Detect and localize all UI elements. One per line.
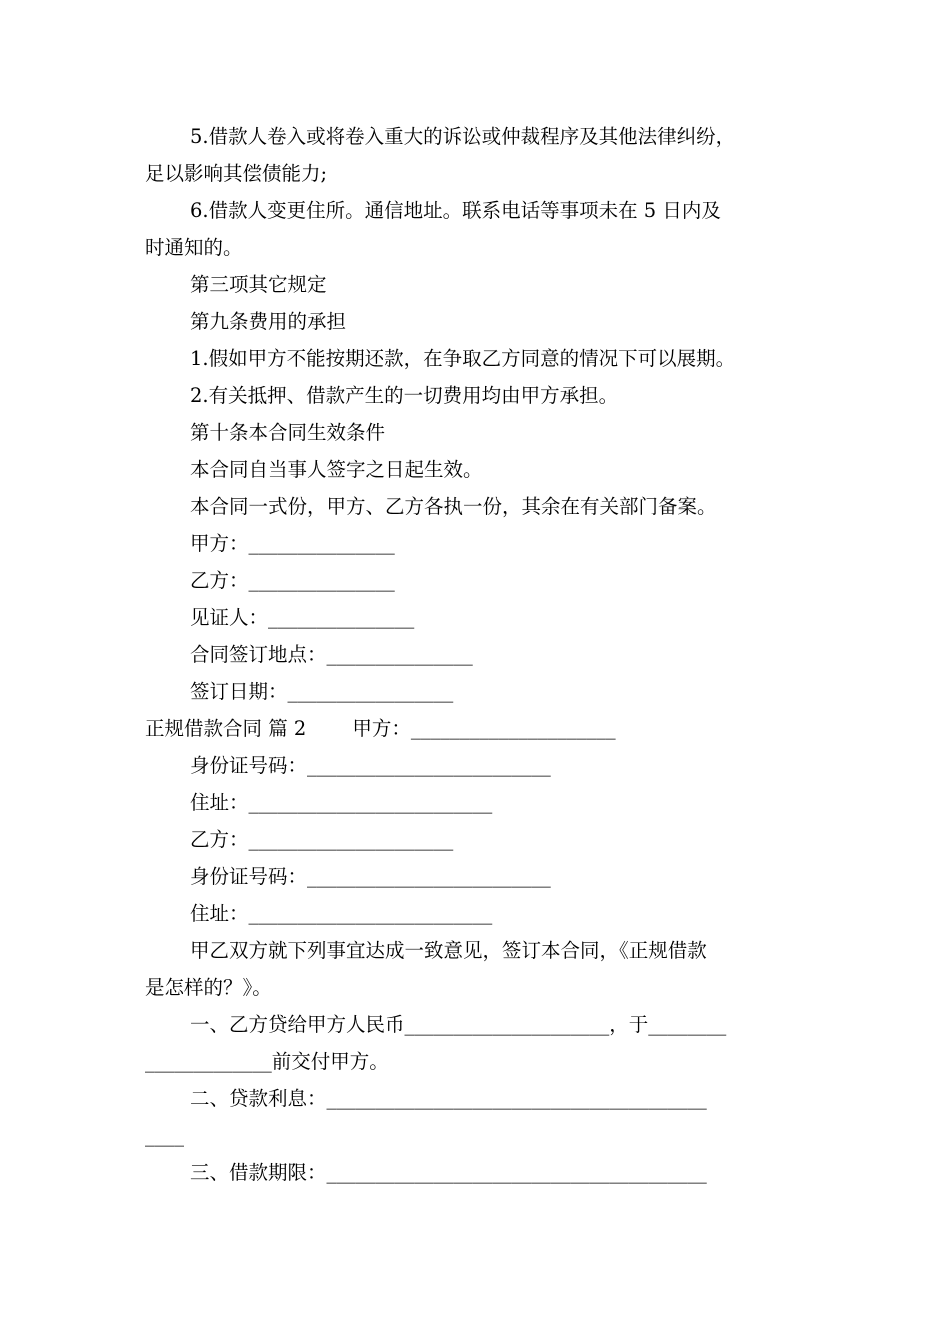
party-b-line: 乙方：_____________________ xyxy=(190,828,454,851)
effective-condition-text: 本合同自当事人签字之日起生效。 xyxy=(190,458,483,481)
copies-text: 本合同一式份，甲方、乙方各执一份，其余在有关部门备案。 xyxy=(190,495,717,518)
clause-6-line-2: 时通知的。 xyxy=(145,236,243,259)
signing-date-line: 签订日期：_________________ xyxy=(190,680,454,703)
contract-2-first-line xyxy=(145,710,810,747)
party-b-address-line: 住址：_________________________ xyxy=(190,902,493,925)
loan-interest-line-2: ____ xyxy=(145,1124,184,1147)
loan-amount-line-2: _____________前交付甲方。 xyxy=(145,1050,389,1073)
clause-5-line-2: 足以影响其偿债能力; xyxy=(145,162,328,185)
article-9-item-2: 2.有关抵押、借款产生的一切费用均由甲方承担。 xyxy=(190,384,619,407)
party-a-id-line: 身份证号码：_________________________ xyxy=(190,754,551,777)
clause-6-line-1: 6.借款人变更住所。通信地址。联系电话等事项未在 5 日内及 xyxy=(190,199,721,222)
loan-interest-line-1: 二、贷款利息：_______________________________________ xyxy=(190,1087,707,1110)
section-heading-other-provisions: 第三项其它规定 xyxy=(190,273,327,296)
party-b-signature-line: 乙方：_______________ xyxy=(190,569,395,592)
loan-amount-line-1: 一、乙方贷给甲方人民币_____________________，于________ xyxy=(190,1013,727,1036)
article-10-heading: 第十条本合同生效条件 xyxy=(190,421,386,444)
clause-5-line-1: 5.借款人卷入或将卷入重大的诉讼或仲裁程序及其他法律纠纷， xyxy=(190,125,736,148)
document-body xyxy=(145,118,810,1191)
witness-signature-line: 见证人：_______________ xyxy=(190,606,415,629)
party-b-id-line: 身份证号码：_________________________ xyxy=(190,865,551,888)
article-9-heading: 第九条费用的承担 xyxy=(190,310,347,333)
contract-2-party-a-line: 甲方：_____________________ xyxy=(352,717,616,740)
agreement-intro-line-2: 是怎样的？》。 xyxy=(145,976,272,999)
loan-term-line: 三、借款期限：_______________________________________ xyxy=(190,1161,707,1184)
signing-place-line: 合同签订地点：_______________ xyxy=(190,643,473,666)
contract-2-title: 正规借款合同 篇 2 xyxy=(145,717,307,740)
article-9-item-1: 1.假如甲方不能按期还款，在争取乙方同意的情况下可以展期。 xyxy=(190,347,736,370)
party-a-address-line: 住址：_________________________ xyxy=(190,791,493,814)
agreement-intro-line-1: 甲乙双方就下列事宜达成一致意见，签订本合同，《正规借款 xyxy=(190,939,707,962)
party-a-signature-line: 甲方：_______________ xyxy=(190,532,395,555)
